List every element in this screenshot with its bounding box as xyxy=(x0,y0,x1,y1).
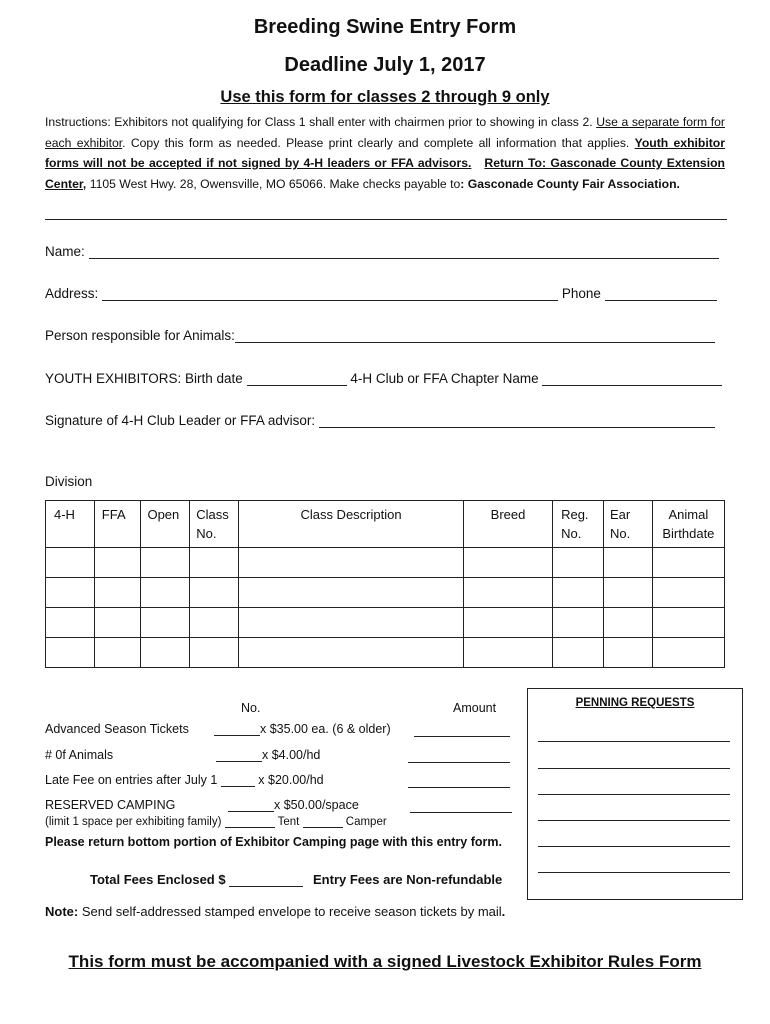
instructions-address: 1105 West Hwy. 28, Owensville, MO 65066. Make checks payable to xyxy=(86,176,461,191)
instructions xyxy=(45,112,725,194)
instructions-intro: Instructions: Exhibitors not qualifying for Class 1 shall enter with chairmen prior to showing in class 2. xyxy=(45,115,597,129)
phone-label: Phone xyxy=(561,286,601,301)
col-reg-no: Reg. No. xyxy=(553,501,604,548)
form-title: Breeding Swine Entry Form xyxy=(253,16,517,38)
table-cell[interactable] xyxy=(463,608,552,638)
youth-row xyxy=(45,371,722,386)
club-input-line[interactable] xyxy=(542,372,722,386)
camping-no-line[interactable] xyxy=(228,798,274,812)
advanced-tickets-label: Advanced Season Tickets xyxy=(45,722,189,736)
instructions-payable: : Gasconade County Fair Association xyxy=(460,176,677,191)
late-fee-rate: x $20.00/hd xyxy=(258,773,324,787)
col-breed: Breed xyxy=(463,501,552,548)
table-cell[interactable] xyxy=(463,578,552,608)
penning-line[interactable] xyxy=(538,768,730,769)
table-header-row xyxy=(46,501,725,548)
birthdate-input-line[interactable] xyxy=(247,372,347,386)
penning-line[interactable] xyxy=(538,846,730,847)
form-subtitle: Use this form for classes 2 through 9 only xyxy=(220,88,550,106)
address-label: Address: xyxy=(45,286,99,301)
table-cell[interactable] xyxy=(239,578,464,608)
return-note: Please return bottom portion of Exhibitor Camping page with this entry form. xyxy=(45,835,502,849)
table-cell[interactable] xyxy=(239,608,464,638)
col-ear-no: Ear No. xyxy=(604,501,653,548)
table-cell[interactable] xyxy=(553,638,604,668)
camping-amount-line[interactable] xyxy=(410,812,512,813)
name-row xyxy=(45,244,719,259)
table-row xyxy=(46,548,725,578)
table-cell[interactable] xyxy=(239,638,464,668)
note-text: Send self-addressed stamped envelope to receive season tickets by mail xyxy=(78,904,502,919)
camping-note-row xyxy=(45,816,387,828)
table-cell[interactable] xyxy=(604,638,653,668)
penning-line[interactable] xyxy=(538,741,730,742)
table-cell[interactable] xyxy=(141,548,190,578)
instructions-return-to: Return To: Gasconade County Extension Center, xyxy=(45,156,725,191)
table-cell[interactable] xyxy=(141,578,190,608)
animals-no-line[interactable] xyxy=(216,748,262,762)
instructions-period: . xyxy=(676,176,680,191)
table-cell[interactable] xyxy=(463,548,552,578)
table-row xyxy=(46,578,725,608)
table-cell[interactable] xyxy=(463,638,552,668)
table-cell[interactable] xyxy=(94,548,141,578)
table-cell[interactable] xyxy=(604,578,653,608)
table-cell[interactable] xyxy=(652,578,724,608)
table-cell[interactable] xyxy=(94,608,141,638)
camping-label: RESERVED CAMPING xyxy=(45,798,176,812)
person-row xyxy=(45,328,715,343)
table-cell[interactable] xyxy=(94,578,141,608)
animals-label: # 0f Animals xyxy=(45,748,114,762)
camping-note: (limit 1 space per exhibiting family) xyxy=(45,816,222,828)
table-cell[interactable] xyxy=(46,608,95,638)
table-cell[interactable] xyxy=(604,548,653,578)
signature-input-line[interactable] xyxy=(319,414,715,428)
name-label: Name: xyxy=(45,244,85,259)
tent-line[interactable] xyxy=(225,816,275,828)
table-cell[interactable] xyxy=(652,608,724,638)
table-cell[interactable] xyxy=(553,608,604,638)
camper-line[interactable] xyxy=(303,816,343,828)
footer-requirement: This form must be accompanied with a signed Livestock Exhibitor Rules Form xyxy=(68,952,702,971)
table-cell[interactable] xyxy=(46,548,95,578)
instructions-separate-form: Use a separate form for each exhibitor xyxy=(45,115,725,150)
no-header: No. xyxy=(241,701,261,715)
camping-row xyxy=(228,798,359,812)
col-class-no: Class No. xyxy=(190,501,239,548)
advanced-tickets-no-line[interactable] xyxy=(214,722,260,736)
signature-row xyxy=(45,413,715,428)
instructions-copy: . Copy this form as needed. Please print clearly and complete all information that applies. xyxy=(122,135,635,150)
table-cell[interactable] xyxy=(553,578,604,608)
animals-row xyxy=(216,748,320,762)
table-cell[interactable] xyxy=(46,578,95,608)
table-row xyxy=(46,638,725,668)
birthdate-label: YOUTH EXHIBITORS: Birth date xyxy=(45,371,243,386)
table-cell[interactable] xyxy=(141,608,190,638)
penning-requests-title: PENNING REQUESTS xyxy=(575,697,695,709)
penning-line[interactable] xyxy=(538,794,730,795)
animals-amount-line[interactable] xyxy=(408,762,510,763)
tent-label: Tent xyxy=(277,816,300,828)
division-table xyxy=(45,500,725,668)
total-label: Total Fees Enclosed $ xyxy=(90,872,226,887)
table-cell[interactable] xyxy=(141,638,190,668)
late-fee-no-line[interactable] xyxy=(221,773,255,787)
col-ffa: FFA xyxy=(94,501,141,548)
camping-rate: x $50.00/space xyxy=(274,798,359,812)
col-class-description: Class Description xyxy=(239,501,464,548)
table-cell[interactable] xyxy=(652,548,724,578)
person-input-line[interactable] xyxy=(235,329,715,343)
total-row xyxy=(90,872,303,887)
late-fee-label: Late Fee on entries after July 1 xyxy=(45,773,218,787)
table-cell[interactable] xyxy=(652,638,724,668)
nonrefundable-note: Entry Fees are Non-refundable xyxy=(313,872,503,887)
late-fee-amount-line[interactable] xyxy=(408,787,510,788)
address-input-line[interactable] xyxy=(102,287,558,301)
table-cell[interactable] xyxy=(604,608,653,638)
camper-label: Camper xyxy=(345,816,387,828)
table-cell[interactable] xyxy=(94,638,141,668)
divider xyxy=(45,219,727,220)
note-end: . xyxy=(501,904,506,919)
club-label: 4-H Club or FFA Chapter Name xyxy=(350,371,539,386)
col-open: Open xyxy=(141,501,190,548)
advanced-tickets-amount-line[interactable] xyxy=(414,736,510,737)
phone-input-line[interactable] xyxy=(605,287,717,301)
penning-line[interactable] xyxy=(538,820,730,821)
total-input-line[interactable] xyxy=(229,873,303,887)
note xyxy=(45,901,515,922)
advanced-tickets-row xyxy=(214,722,391,736)
table-row xyxy=(46,608,725,638)
table-cell[interactable] xyxy=(553,548,604,578)
table-cell[interactable] xyxy=(190,548,239,578)
late-fee-row xyxy=(45,773,324,787)
table-cell[interactable] xyxy=(46,638,95,668)
table-cell[interactable] xyxy=(239,548,464,578)
note-label: Note: xyxy=(45,904,79,919)
advanced-tickets-rate: x $35.00 ea. (6 & older) xyxy=(260,722,391,736)
name-input-line[interactable] xyxy=(89,245,719,259)
table-cell[interactable] xyxy=(190,638,239,668)
deadline: Deadline July 1, 2017 xyxy=(284,54,486,76)
col-animal-birthdate: Animal Birthdate xyxy=(652,501,724,548)
animals-rate: x $4.00/hd xyxy=(262,748,321,762)
person-label: Person responsible for Animals: xyxy=(45,328,235,343)
signature-label: Signature of 4-H Club Leader or FFA advisor: xyxy=(45,413,316,428)
address-row xyxy=(45,286,717,301)
penning-line[interactable] xyxy=(538,872,730,873)
division-label: Division xyxy=(45,474,93,489)
amount-header: Amount xyxy=(453,701,497,715)
penning-requests-box xyxy=(527,688,743,900)
col-4h: 4-H xyxy=(46,501,95,548)
table-cell[interactable] xyxy=(190,608,239,638)
instructions-youth-warning: Youth exhibitor forms will not be accepted if not signed by 4-H leaders or FFA advisors. xyxy=(45,135,725,170)
table-cell[interactable] xyxy=(190,578,239,608)
